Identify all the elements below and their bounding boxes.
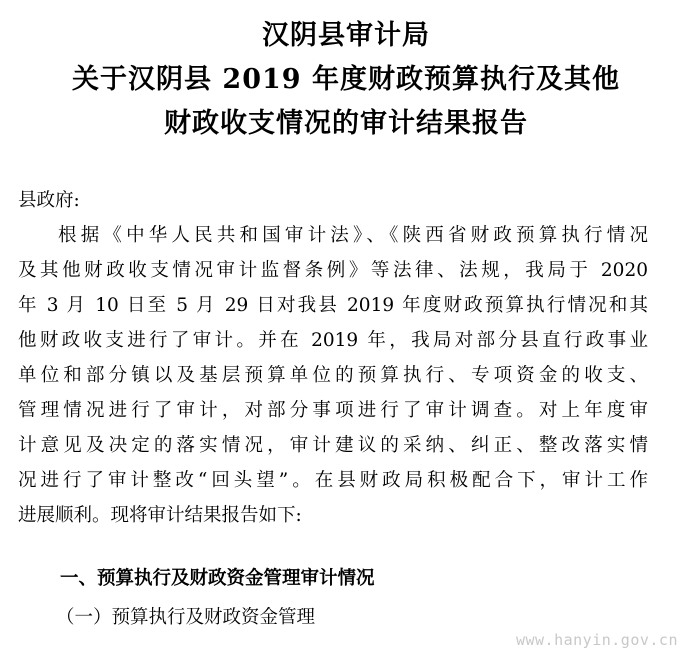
document-title: [0, 14, 692, 146]
paragraph-line: 管理情况进行了审计，对部分事项进行了审计调查。对上年度审: [18, 400, 648, 421]
salutation: 县政府:: [18, 190, 80, 211]
paragraph-line: 况进行了审计整改“回头望”。在县财政局积极配合下，审计工作: [18, 470, 648, 491]
paragraph-line: 计意见及决定的落实情况，审计建议的采纳、纠正、整改落实情: [18, 435, 648, 456]
site-watermark: www.hanyin.gov.cn: [515, 631, 678, 649]
paragraph-line: 根据《中华人民共和国审计法》、《陕西省财政预算执行情况: [58, 225, 648, 246]
paragraph-line: 及其他财政收支情况审计监督条例》等法律、法规，我局于 2020: [18, 260, 648, 281]
title-line-report: 财政收支情况的审计结果报告: [164, 108, 528, 139]
title-line-agency: 汉阴县审计局: [262, 20, 430, 51]
report-body: [18, 183, 648, 533]
title-line-subject: 关于汉阴县 2019 年度财政预算执行及其他: [72, 64, 620, 95]
section-heading: 一、预算执行及财政资金管理审计情况: [60, 568, 375, 589]
paragraph-line: 单位和部分镇以及基层预算单位的预算执行、专项资金的收支、: [18, 365, 648, 386]
paragraph-line: 年 3 月 10 日至 5 月 29 日对我县 2019 年度财政预算执行情况和其: [18, 295, 648, 316]
paragraph-line: 他财政收支进行了审计。并在 2019 年，我局对部分县直行政事业: [18, 330, 648, 351]
subsection-heading: （一）预算执行及财政资金管理: [56, 607, 316, 628]
paragraph-line: 进展顺利。现将审计结果报告如下:: [18, 505, 302, 526]
